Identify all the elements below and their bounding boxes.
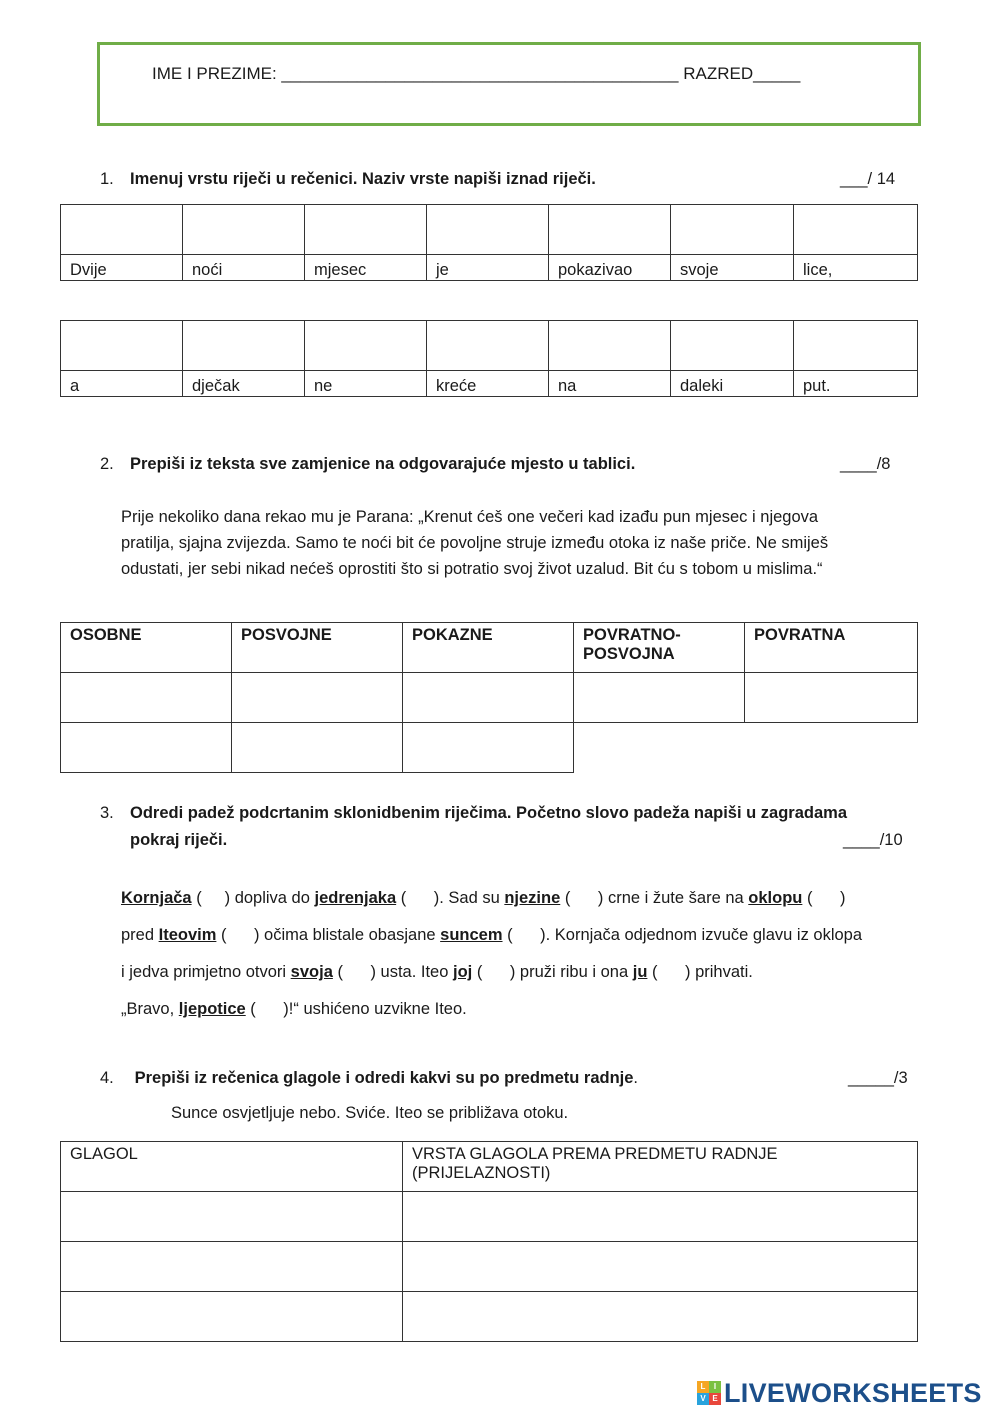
task1-points: ___/ 14	[840, 170, 896, 188]
student-info-box	[97, 42, 921, 126]
answer-cell[interactable]	[183, 205, 305, 255]
text-line: pratilja, sjajna zvijezda. Samo te noći bit će povoljne struje između otoka iz naše priče. Ne smiješ	[121, 534, 829, 552]
task1-table-2	[60, 320, 918, 397]
task3-title: 3. Odredi padež podcrtanim sklonidbenim riječima. Početno slovo padeža napiši u zagradama	[100, 804, 848, 822]
answer-cell[interactable]	[549, 205, 671, 255]
answer-cell[interactable]	[61, 1242, 403, 1292]
answer-cell[interactable]	[403, 673, 574, 723]
task4-sentences: Sunce osvjetljuje nebo. Sviće. Iteo se približava otoku.	[171, 1104, 569, 1122]
underlined-word: njezine	[504, 889, 561, 907]
answer-cell[interactable]	[671, 321, 794, 371]
text-line: „Bravo, ljepotice ( )!“ ushićeno uzvikne Iteo.	[121, 1000, 467, 1018]
column-header-glagol: GLAGOL	[61, 1142, 403, 1192]
task3-points: ____/10	[843, 831, 903, 849]
answer-cell[interactable]	[574, 673, 745, 723]
word-cell: mjesec	[305, 255, 427, 281]
word-cell: daleki	[671, 371, 794, 397]
answer-cell[interactable]	[183, 321, 305, 371]
answer-cell[interactable]	[61, 1192, 403, 1242]
underlined-word: ljepotice	[178, 1000, 246, 1018]
answer-cell[interactable]	[549, 321, 671, 371]
underlined-word: suncem	[440, 926, 503, 944]
word-cell: Dvije	[61, 255, 183, 281]
answer-cell[interactable]	[61, 1292, 403, 1342]
underlined-word: ju	[632, 963, 648, 981]
word-cell: a	[61, 371, 183, 397]
text-line: Kornjača ( ) dopliva do jedrenjaka ( ). Sad su njezine ( ) crne i žute šare na oklopu ( )	[121, 889, 846, 907]
text-line: pred Iteovim ( ) očima blistale obasjane suncem ( ). Kornjača odjednom izvuče glavu iz oklopa	[121, 926, 863, 944]
answer-cell[interactable]	[61, 205, 183, 255]
logo-text: LIVEWORKSHEETS	[724, 1377, 982, 1408]
verb-table	[60, 1141, 918, 1342]
column-header-povratno-posvojna: POVRATNO- POSVOJNA	[574, 623, 745, 673]
task3-text	[121, 880, 862, 1028]
pronoun-table	[60, 622, 918, 773]
task1-number: 1.	[100, 170, 114, 188]
word-cell: na	[549, 371, 671, 397]
word-cell: ne	[305, 371, 427, 397]
answer-cell[interactable]	[427, 205, 549, 255]
word-cell: dječak	[183, 371, 305, 397]
answer-cell[interactable]	[403, 1242, 918, 1292]
answer-cell[interactable]	[61, 723, 232, 773]
column-header-pokazne: POKAZNE	[403, 623, 574, 673]
answer-cell[interactable]	[61, 321, 183, 371]
answer-cell[interactable]	[745, 673, 918, 723]
liveworksheets-logo-icon: L I V E	[697, 1381, 721, 1405]
answer-cell[interactable]	[794, 205, 918, 255]
answer-cell[interactable]	[671, 205, 794, 255]
underlined-word: jedrenjaka	[314, 889, 397, 907]
underlined-word: joj	[453, 963, 473, 981]
column-header-osobne: OSOBNE	[61, 623, 232, 673]
task4-number: 4.	[100, 1069, 114, 1087]
column-header-posvojne: POSVOJNE	[232, 623, 403, 673]
underlined-word: svoja	[290, 963, 333, 981]
answer-cell[interactable]	[794, 321, 918, 371]
task2-title: 2. Prepiši iz teksta sve zamjenice na odgovarajuće mjesto u tablici.	[100, 455, 636, 473]
answer-cell[interactable]	[61, 673, 232, 723]
answer-cell[interactable]	[305, 205, 427, 255]
word-cell: kreće	[427, 371, 549, 397]
text-line: i jedva primjetno otvori svoja ( ) usta. Iteo joj ( ) pruži ribu i ona ju ( ) prihvati.	[121, 963, 753, 981]
underlined-word: Iteovim	[158, 926, 217, 944]
task4-points: _____/3	[848, 1069, 908, 1087]
word-cell: pokazivao	[549, 255, 671, 281]
word-cell: svoje	[671, 255, 794, 281]
answer-cell[interactable]	[403, 1292, 918, 1342]
text-line: odustati, jer sebi nikad nećeš oprostiti što si potratio svoj život uzalud. Bit ću s tobom u mislima.“	[121, 560, 823, 578]
answer-cell[interactable]	[305, 321, 427, 371]
column-header-vrsta-glagola: VRSTA GLAGOLA PREMA PREDMETU RADNJE (PRIJELAZNOSTI)	[403, 1142, 918, 1192]
text-line: Prije nekoliko dana rekao mu je Parana: „Krenut ćeš one večeri kad izađu pun mjesec i njegova	[121, 508, 819, 526]
empty-cell	[745, 723, 918, 773]
answer-cell[interactable]	[403, 1192, 918, 1242]
task4-title: 4. Prepiši iz rečenica glagole i odredi kakvi su po predmetu radnje.	[100, 1069, 639, 1087]
answer-cell[interactable]	[403, 723, 574, 773]
answer-cell[interactable]	[427, 321, 549, 371]
word-cell: lice,	[794, 255, 918, 281]
word-cell: je	[427, 255, 549, 281]
answer-cell[interactable]	[232, 723, 403, 773]
answer-cell[interactable]	[232, 673, 403, 723]
task3-title-line2: pokraj riječi.	[130, 831, 228, 849]
task2-points: ____/8	[840, 455, 891, 473]
empty-cell	[574, 723, 745, 773]
word-cell: put.	[794, 371, 918, 397]
liveworksheets-logo	[697, 1378, 982, 1408]
task1-title: 1. Imenuj vrstu riječi u rečenici. Naziv vrste napiši iznad riječi.	[100, 170, 596, 188]
task2-number: 2.	[100, 455, 114, 473]
task2-text	[121, 504, 828, 582]
word-cell: noći	[183, 255, 305, 281]
task3-number: 3.	[100, 804, 114, 822]
task1-table-1	[60, 204, 918, 281]
name-class-line: IME I PREZIME: __________________________________________ RAZRED_____	[152, 64, 801, 83]
column-header-povratna: POVRATNA	[745, 623, 918, 673]
underlined-word: oklopu	[748, 889, 803, 907]
underlined-word: Kornjača	[121, 889, 192, 907]
